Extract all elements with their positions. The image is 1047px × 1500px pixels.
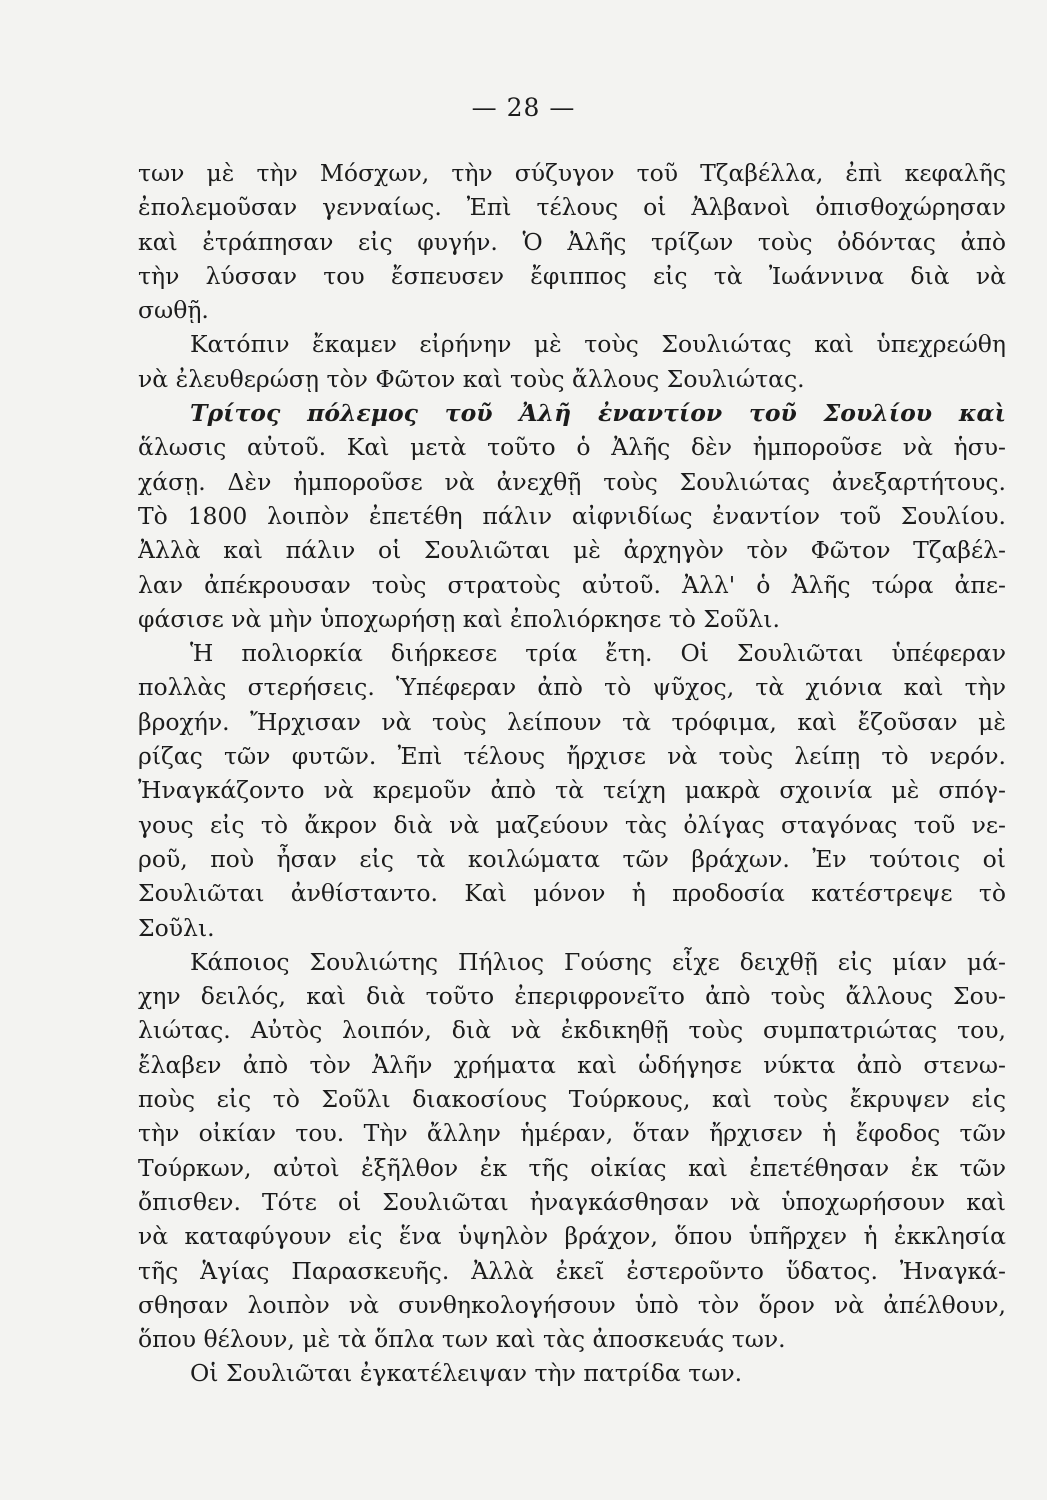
text-line: τῆς Ἁγίας Παρασκευῆς. Ἀλλὰ ἐκεῖ ἐστεροῦντο ὕδατος. Ἠναγκά- — [138, 1256, 1006, 1285]
text-line: χην δειλός, καὶ διὰ τοῦτο ἐπεριφρονεῖτο ἀπὸ τοὺς ἄλλους Σου- — [138, 982, 1006, 1011]
text-line: ὄπισθεν. Τότε οἱ Σουλιῶται ἠναγκάσθησαν νὰ ὑποχωρήσουν καὶ — [138, 1187, 1006, 1216]
text-line: ρίζας τῶν φυτῶν. Ἐπὶ τέλους ἤρχισε νὰ τοὺς λείπῃ τὸ νερόν. — [138, 742, 1006, 771]
text-line: Σοῦλι. — [138, 913, 215, 942]
text-line: χάσῃ. Δὲν ἠμποροῦσε νὰ ἀνεχθῇ τοὺς Σουλιώτας ἀνεξαρτήτους. — [138, 467, 1006, 496]
text-line: φάσισε νὰ μὴν ὑποχωρήσῃ καὶ ἐπολιόρκησε τὸ Σοῦλι. — [138, 604, 780, 633]
text-line: ὅπου θέλουν, μὲ τὰ ὅπλα των καὶ τὰς ἀποσκευάς των. — [138, 1325, 786, 1354]
text-line: Τὸ 1800 λοιπὸν ἐπετέθη πάλιν αἰφνιδίως ἐναντίον τοῦ Σουλίου. — [138, 501, 1006, 530]
text-line: λιώτας. Αὐτὸς λοιπόν, διὰ νὰ ἐκδικηθῇ τοὺς συμπατριώτας του, — [138, 1016, 1006, 1045]
text-line: τὴν λύσσαν του ἔσπευσεν ἔφιππος εἰς τὰ Ἰωάννινα διὰ νὰ — [138, 261, 1006, 290]
text-line: ἐπολεμοῦσαν γενναίως. Ἐπὶ τέλους οἱ Ἀλβανοὶ ὀπισθοχώρησαν — [138, 193, 1006, 222]
page-number: — 28 — — [471, 93, 576, 122]
text-line: ἔλαβεν ἀπὸ τὸν Ἀλῆν χρήματα καὶ ὡδήγησε νύκτα ἀπὸ στενω- — [138, 1050, 1006, 1079]
text-line: λαν ἀπέκρουσαν τοὺς στρατοὺς αὐτοῦ. Ἀλλ' ὁ Ἀλῆς τώρα ἀπε- — [138, 570, 1006, 599]
text-line: των μὲ τὴν Μόσχων, τὴν σύζυγον τοῦ Τζαβέλλα, ἐπὶ κεφαλῆς — [138, 159, 1006, 187]
text-line: Κάποιος Σουλιώτης Πήλιος Γούσης εἶχε δειχθῇ εἰς μίαν μά- — [190, 947, 1006, 976]
body-text — [138, 156, 1006, 1391]
text-line: Τρίτος πόλεμος τοῦ Ἀλῆ ἐναντίον τοῦ Σουλίου καὶ — [190, 399, 1006, 428]
text-line: Ἀλλὰ καὶ πάλιν οἱ Σουλιῶται μὲ ἀρχηγὸν τὸν Φῶτον Τζαβέλ- — [138, 536, 1006, 565]
text-line: σωθῇ. — [138, 296, 209, 325]
text-line: σθησαν λοιπὸν νὰ συνθηκολογήσουν ὑπὸ τὸν ὅρον νὰ ἀπέλθουν, — [138, 1290, 1006, 1319]
text-line: τὴν οἰκίαν του. Τὴν ἄλλην ἡμέραν, ὅταν ἤρχισεν ἡ ἔφοδος τῶν — [138, 1119, 1006, 1148]
text-line: πολλὰς στερήσεις. Ὑπέφεραν ἀπὸ τὸ ψῦχος, τὰ χιόνια καὶ τὴν — [138, 673, 1006, 702]
text-line: Τούρκων, αὐτοὶ ἐξῆλθον ἐκ τῆς οἰκίας καὶ ἐπετέθησαν ἐκ τῶν — [138, 1153, 1006, 1182]
text-line: ροῦ, ποὺ ἦσαν εἰς τὰ κοιλώματα τῶν βράχων. Ἐν τούτοις οἱ — [138, 844, 1006, 873]
text-line: νὰ ἐλευθερώσῃ τὸν Φῶτον καὶ τοὺς ἄλλους Σουλιώτας. — [138, 364, 805, 393]
text-line: Σουλιῶται ἀνθίσταντο. Καὶ μόνον ἡ προδοσία κατέστρεψε τὸ — [138, 879, 1006, 908]
text-line: ποὺς εἰς τὸ Σοῦλι διακοσίους Τούρκους, καὶ τοὺς ἔκρυψεν εἰς — [138, 1085, 1006, 1114]
text-line: Κατόπιν ἔκαμεν εἰρήνην μὲ τοὺς Σουλιώτας καὶ ὑπεχρεώθη — [190, 330, 1006, 359]
text-line: ἅλωσις αὐτοῦ. Καὶ μετὰ τοῦτο ὁ Ἀλῆς δὲν ἠμποροῦσε νὰ ἡσυ- — [138, 433, 1006, 462]
text-line: γους εἰς τὸ ἄκρον διὰ νὰ μαζεύουν τὰς ὀλίγας σταγόνας τοῦ νε- — [138, 810, 1006, 839]
text-line: καὶ ἐτράπησαν εἰς φυγήν. Ὁ Ἀλῆς τρίζων τοὺς ὀδόντας ἀπὸ — [138, 227, 1006, 256]
text-line: Οἱ Σουλιῶται ἐγκατέλειψαν τὴν πατρίδα των. — [190, 1359, 743, 1388]
text-line: Ἠναγκάζοντο νὰ κρεμοῦν ἀπὸ τὰ τείχη μακρὰ σχοινία μὲ σπόγ- — [138, 776, 1006, 805]
text-line: νὰ καταφύγουν εἰς ἕνα ὑψηλὸν βράχον, ὅπου ὑπῆρχεν ἡ ἐκκλησία — [138, 1222, 1006, 1251]
text-line: βροχήν. Ἤρχισαν νὰ τοὺς λείπουν τὰ τρόφιμα, καὶ ἔζοῦσαν μὲ — [138, 707, 1006, 736]
text-line: Ἡ πολιορκία διήρκεσε τρία ἔτη. Οἱ Σουλιῶται ὑπέφεραν — [190, 639, 1006, 668]
